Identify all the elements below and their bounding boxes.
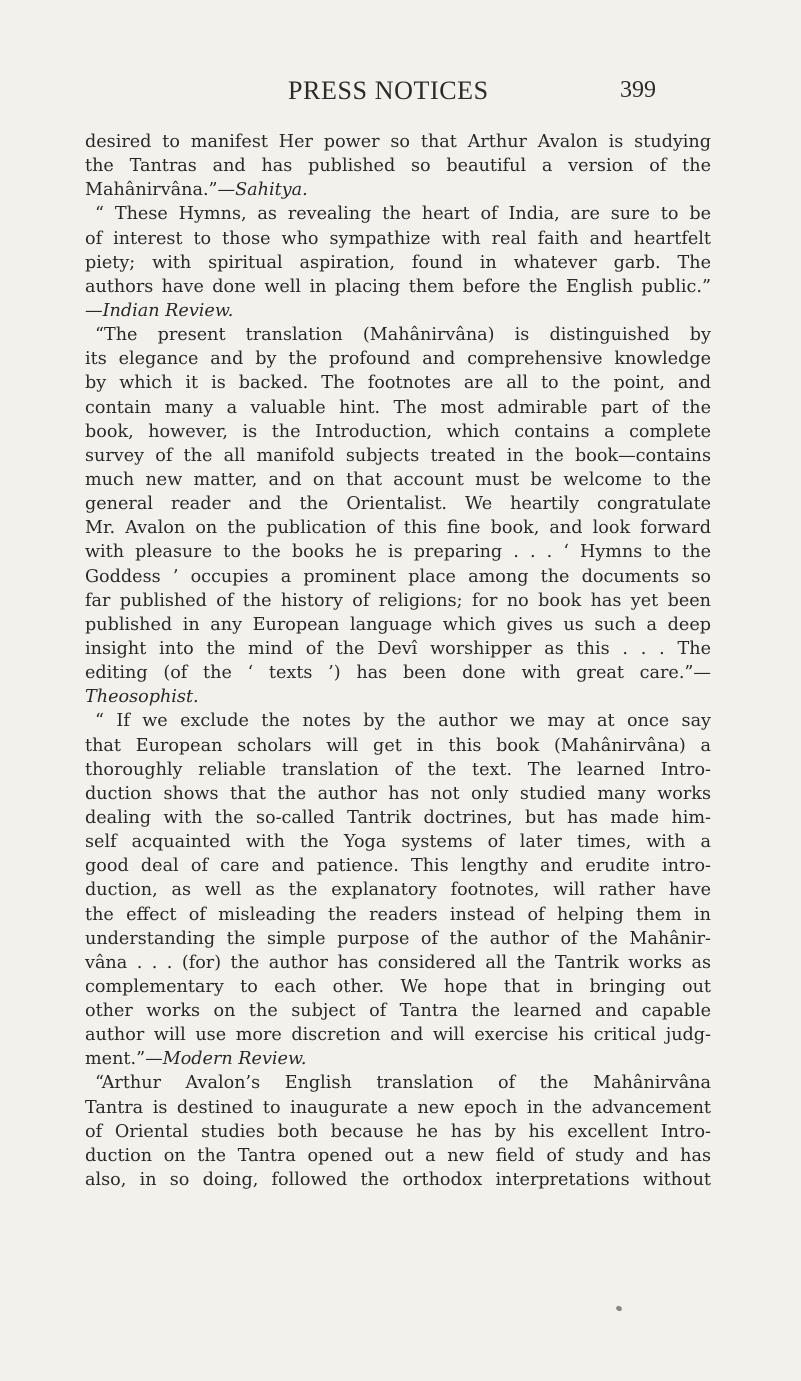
text-line: “The present translation (Mahânirvâna) is distinguished by — [95, 325, 711, 346]
ink-speck — [615, 1305, 623, 1312]
text-line: vâna . . . (for) the author has considered all the Tantrik works as — [85, 952, 711, 973]
text-line: of interest to those who sympathize with real faith and heartfelt — [85, 228, 711, 249]
page-number: 399 — [620, 77, 656, 103]
text-line: duction, as well as the explanatory footnotes, will rather have — [85, 880, 711, 901]
text-line: duction shows that the author has not only studied many works — [85, 783, 711, 804]
text-line: “ These Hymns, as revealing the heart of India, are sure to be — [95, 204, 711, 225]
text-line: far published of the history of religions; for no book has yet been — [85, 590, 711, 611]
text-line: thoroughly reliable translation of the text. The learned Intro- — [85, 759, 711, 780]
text-line: other works on the subject of Tantra the learned and capable — [85, 1001, 711, 1022]
text-line: its elegance and by the profound and comprehensive knowledge — [85, 349, 711, 370]
text-line: complementary to each other. We hope that in bringing out — [85, 976, 711, 997]
text-line: Goddess ’ occupies a prominent place among the documents so — [85, 566, 711, 587]
text-line: “ If we exclude the notes by the author we may at once say — [95, 711, 711, 732]
source-title: Theosophist. — [85, 687, 199, 708]
text-line: good deal of care and patience. This lengthy and erudite intro- — [85, 856, 711, 877]
text-line: Tantra is destined to inaugurate a new epoch in the advancement — [85, 1097, 711, 1118]
attribution-lead: — — [85, 300, 103, 321]
text-line: duction on the Tantra opened out a new field of study and has — [85, 1145, 711, 1166]
press-notice-paragraph — [85, 323, 711, 709]
text-line: the Tantras and has published so beautiful a version of the — [85, 156, 711, 177]
text-line: “Arthur Avalon’s English translation of the Mahânirvâna — [95, 1073, 711, 1094]
attribution-line — [85, 299, 711, 323]
text-line: insight into the mind of the Devî worshipper as this . . . The — [85, 638, 711, 659]
text-line: of Oriental studies both because he has by his excellent Intro- — [85, 1121, 711, 1142]
running-head — [0, 76, 801, 116]
text-line: Mr. Avalon on the publication of this fine book, and look forward — [85, 518, 711, 539]
text-line: author will use more discretion and will exercise his critical judg- — [85, 1025, 711, 1046]
text-line: self acquainted with the Yoga systems of later times, with a — [85, 832, 711, 853]
text-line: that European scholars will get in this book (Mahânirvâna) a — [85, 735, 711, 756]
text-line: editing (of the ‘ texts ’) has been done with great care.”— — [85, 663, 711, 684]
text-line: the effect of misleading the readers instead of helping them in — [85, 904, 711, 925]
text-line: general reader and the Orientalist. We heartily congratulate — [85, 494, 711, 515]
attribution-lead: ment.”— — [85, 1049, 163, 1070]
press-notice-paragraph — [85, 709, 711, 1071]
source-title: Indian Review. — [102, 300, 234, 321]
attribution-line — [85, 685, 711, 709]
text-line: understanding the simple purpose of the author of the Mahânir- — [85, 928, 711, 949]
source-title: Sahitya. — [235, 180, 308, 201]
body-text — [85, 130, 711, 1192]
attribution-lead: Mahânirvâna.”— — [85, 180, 236, 201]
text-line: much new matter, and on that account must be welcome to the — [85, 469, 711, 490]
text-line: dealing with the so-called Tantrik doctrines, but has made him- — [85, 807, 711, 828]
attribution-line — [85, 178, 711, 202]
text-line: with pleasure to the books he is preparing . . . ‘ Hymns to the — [85, 542, 711, 563]
text-line: authors have done well in placing them before the English public.” — [85, 276, 711, 297]
source-title: Modern Review. — [162, 1049, 307, 1070]
text-line: contain many a valuable hint. The most admirable part of the — [85, 397, 711, 418]
text-line: book, however, is the Introduction, which contains a complete — [85, 421, 711, 442]
text-line: published in any European language which gives us such a deep — [85, 614, 711, 635]
press-notice-paragraph — [85, 130, 711, 202]
press-notice-paragraph — [85, 1071, 711, 1192]
running-title: PRESS NOTICES — [288, 76, 489, 105]
text-line: desired to manifest Her power so that Arthur Avalon is studying — [85, 132, 711, 152]
text-line: also, in so doing, followed the orthodox interpretations without — [85, 1170, 711, 1191]
text-line: survey of the all manifold subjects treated in the book—contains — [85, 445, 711, 466]
attribution-line — [85, 1047, 711, 1071]
text-line: by which it is backed. The footnotes are all to the point, and — [85, 373, 711, 394]
press-notice-paragraph — [85, 202, 711, 323]
text-line: piety; with spiritual aspiration, found in whatever garb. The — [85, 252, 711, 273]
